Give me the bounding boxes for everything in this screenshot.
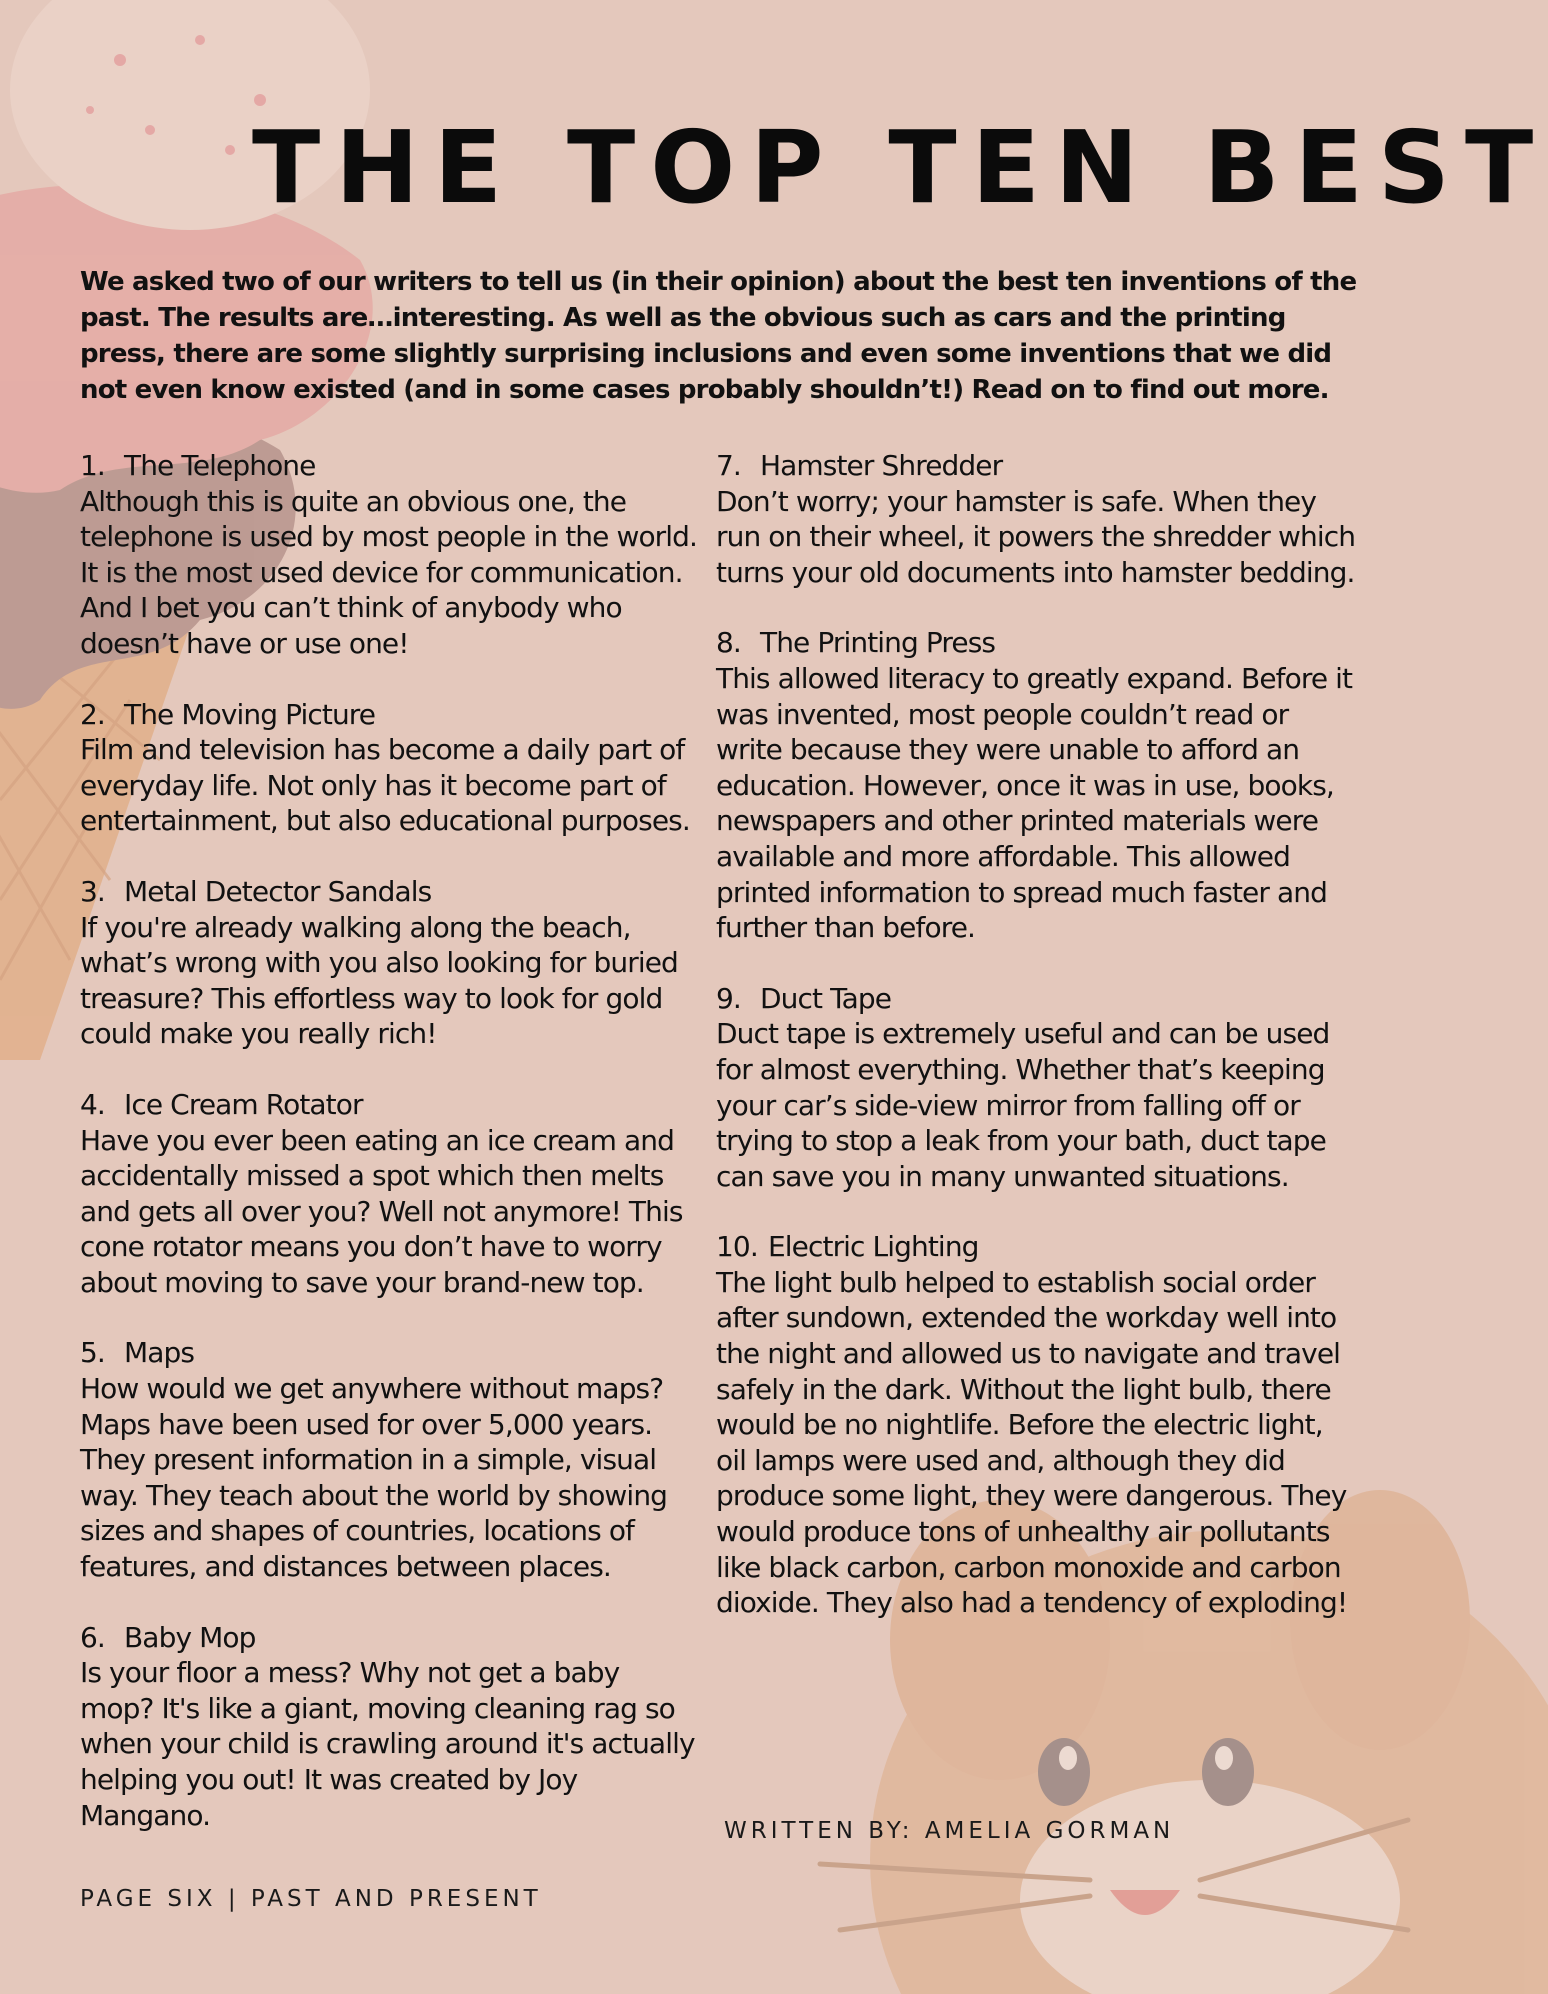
item-title (80, 697, 700, 733)
list-item (716, 625, 1356, 945)
page-title: THE TOP TEN BEST (252, 109, 1548, 226)
item-heading: Baby Mop (124, 1620, 256, 1654)
item-body: Duct tape is extremely useful and can be used for almost everything. Whether that’s keeping your car’s side-view mirror from falling off or trying to stop a leak from your bath, duct tape can save you in many unwanted situations. (716, 1017, 1330, 1193)
item-heading: Maps (124, 1336, 195, 1370)
item-heading: Electric Lighting (768, 1230, 979, 1264)
item-number: 2. (80, 697, 105, 731)
item-heading: Metal Detector Sandals (124, 874, 432, 908)
item-number: 10. (716, 1230, 758, 1264)
item-title (716, 1229, 1356, 1265)
item-number: 8. (716, 626, 741, 660)
item-body: Film and television has become a daily part of everyday life. Not only has it become part of entertainment, but also educational purposes. (80, 733, 690, 838)
list-item (80, 1087, 700, 1301)
item-number: 9. (716, 981, 741, 1015)
list-item (80, 874, 700, 1052)
item-title (80, 874, 700, 910)
list-item (80, 1620, 700, 1834)
list-item (80, 1335, 700, 1584)
item-title (80, 1620, 700, 1656)
item-body: How would we get anywhere without maps? Maps have been used for over 5,000 years. They present information in a simple, visual way. They teach about the world by showing sizes and shapes of countries, locations of features, and distances between places. (80, 1372, 668, 1584)
item-body: Although this is quite an obvious one, the telephone is used by most people in the world. It is the most used device for communication. And I bet you can’t think of anybody who doesn’t have or use one! (80, 484, 698, 660)
item-body: Is your floor a mess? Why not get a baby mop? It's like a giant, moving cleaning rag so when your child is crawling around it's actually helping you out! It was created by Joy Mangano. (80, 1656, 695, 1832)
list-item (80, 448, 700, 662)
intro-paragraph: We asked two of our writers to tell us (in their opinion) about the best ten inventions of the past. The results are…interesting. As well as the obvious such as cars and the printing press, there are some slightly surprising inclusions and even some inventions that we did not even know existed (and in some cases probably shouldn’t!) Read on to find out more. (80, 267, 1357, 405)
item-title (80, 1087, 700, 1123)
item-body: Have you ever been eating an ice cream and accidentally missed a spot which then melts and gets all over you? Well not anymore! This cone rotator means you don’t have to worry about moving to save your brand-new top. (80, 1123, 683, 1299)
item-body: This allowed literacy to greatly expand. Before it was invented, most people couldn’t read or write because they were unable to afford an education. However, once it was in use, books, newspapers and other printed materials were available and more affordable. This allowed printed information to spread much faster and further than before. (716, 661, 1353, 945)
left-column (80, 448, 700, 1868)
item-heading: Ice Cream Rotator (124, 1087, 363, 1121)
item-heading: The Moving Picture (124, 697, 376, 731)
item-title (80, 448, 700, 484)
item-number: 5. (80, 1336, 105, 1370)
item-heading: Duct Tape (760, 981, 892, 1015)
list-item (716, 1229, 1356, 1621)
item-body: If you're already walking along the beach, what’s wrong with you also looking for buried treasure? This effortless way to look for gold could make you really rich! (80, 910, 678, 1051)
list-item (80, 697, 700, 839)
list-item (716, 448, 1356, 590)
item-heading: The Printing Press (760, 626, 996, 660)
list-item (716, 981, 1356, 1195)
item-number: 4. (80, 1087, 105, 1121)
item-title (716, 625, 1356, 661)
item-title (716, 981, 1356, 1017)
item-title (80, 1335, 700, 1371)
item-body: Don’t worry; your hamster is safe. When they run on their wheel, it powers the shredder which turns your old documents into hamster bedding. (716, 484, 1356, 589)
item-heading: Hamster Shredder (760, 449, 1003, 482)
author-byline: WRITTEN BY: AMELIA GORMAN (724, 1818, 1175, 1844)
page-footer: PAGE SIX | PAST AND PRESENT (80, 1886, 542, 1912)
item-body: The light bulb helped to establish social order after sundown, extended the workday well into the night and allowed us to navigate and travel safely in the dark. Without the light bulb, there would be no nightlife. Before the electric light, oil lamps were used and, although they did produce some light, they were dangerous. They would produce tons of unhealthy air pollutants like black carbon, carbon monoxide and carbon dioxide. They also had a tendency of exploding! (716, 1265, 1348, 1620)
item-number: 3. (80, 874, 105, 908)
item-title (716, 448, 1356, 484)
item-heading: The Telephone (124, 449, 316, 482)
item-number: 1. (80, 449, 105, 482)
item-number: 7. (716, 449, 741, 482)
right-column (716, 448, 1356, 1656)
item-number: 6. (80, 1620, 105, 1654)
